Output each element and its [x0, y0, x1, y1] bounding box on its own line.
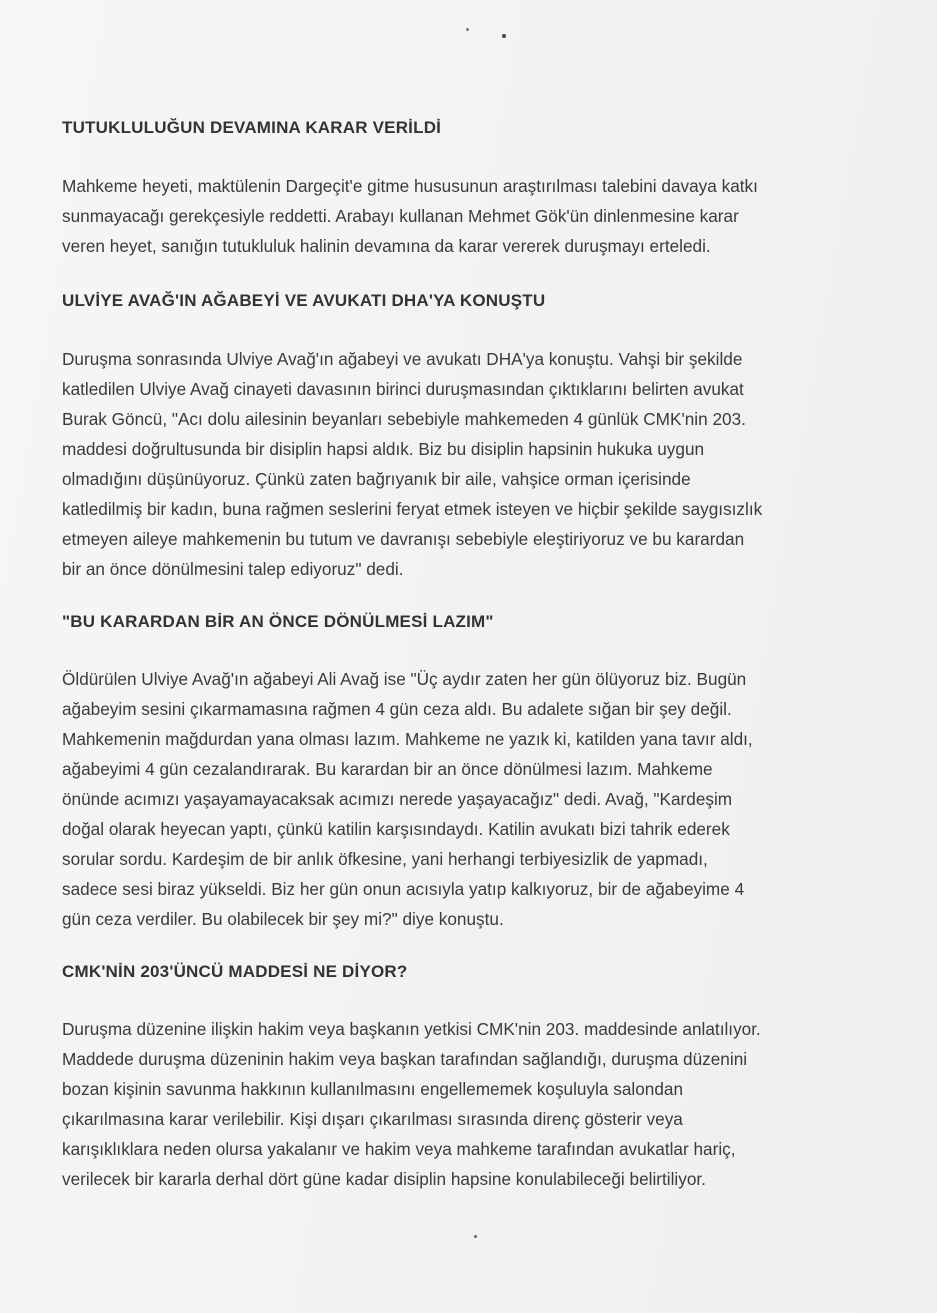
text-line: katledilmiş bir kadın, buna rağmen seslerini feryat etmek isteyen ve hiçbir şekilde saygısızlık — [62, 499, 763, 519]
text-line: Mahkemenin mağdurdan yana olması lazım. Mahkeme ne yazık ki, katilden yana tavır aldı, — [62, 729, 753, 749]
text-line: ağabeyim sesini çıkarmamasına rağmen 4 gün ceza aldı. Bu adalete sığan bir şey değil. — [62, 699, 732, 719]
speck-mark — [474, 1235, 477, 1238]
section-heading: "BU KARARDAN BİR AN ÖNCE DÖNÜLMESİ LAZIM" — [62, 612, 494, 631]
text-line: veren heyet, sanığın tutukluluk halinin devamına da karar vererek duruşmayı erteledi. — [62, 236, 711, 256]
text-line: çıkarılmasına karar verilebilir. Kişi dışarı çıkarılması sırasında direnç gösterir veya — [62, 1109, 683, 1129]
section-cmk-203 — [62, 960, 882, 1194]
text-line: Duruşma sonrasında Ulviye Avağ'ın ağabeyi ve avukatı DHA'ya konuştu. Vahşi bir şekilde — [62, 349, 743, 369]
section-heading: CMK'NİN 203'ÜNCÜ MADDESİ NE DİYOR? — [62, 962, 408, 981]
section-heading: TUTUKLULUĞUN DEVAMINA KARAR VERİLDİ — [62, 118, 442, 137]
section-heading: ULVİYE AVAĞ'IN AĞABEYİ VE AVUKATI DHA'YA KONUŞTU — [62, 291, 546, 310]
text-line: Burak Göncü, "Acı dolu ailesinin beyanları sebebiyle mahkemeden 4 günlük CMK'nin 203. — [62, 409, 746, 429]
text-line: Maddede duruşma düzeninin hakim veya başkan tarafından sağlandığı, duruşma düzenini — [62, 1049, 748, 1069]
text-line: sadece sesi biraz yükseldi. Biz her gün onun acısıyla yatıp kalkıyoruz, bir de ağabeyime 4 — [62, 879, 745, 899]
article-body — [62, 116, 882, 1194]
text-line: bir an önce dönülmesini talep ediyoruz" dedi. — [62, 559, 404, 579]
paragraph — [62, 664, 882, 934]
text-line: maddesi doğrultusunda bir disiplin hapsi aldık. Biz bu disiplin hapsinin hukuka uygun — [62, 439, 705, 459]
speck-mark — [466, 28, 469, 31]
text-line: verilecek bir kararla derhal dört güne kadar disiplin hapsine konulabileceği belirtiliyor. — [62, 1169, 706, 1189]
paragraph — [62, 1014, 882, 1194]
text-line: katledilen Ulviye Avağ cinayeti davasının birinci duruşmasından çıktıklarını belirten avukat — [62, 379, 744, 399]
text-line: sorular sordu. Kardeşim de bir anlık öfkesine, yani herhangi terbiyesizlik de yapmadı, — [62, 849, 708, 869]
text-line: önünde acımızı yaşayamayacaksak acımızı nerede yaşayacağız" dedi. Avağ, "Kardeşim — [62, 789, 733, 809]
text-line: ağabeyimi 4 gün cezalandırarak. Bu karardan bir an önce dönülmesi lazım. Mahkeme — [62, 759, 713, 779]
text-line: olmadığını düşünüyoruz. Çünkü zaten bağrıyanık bir aile, vahşice orman içerisinde — [62, 469, 691, 489]
section-tutukluluk — [62, 116, 882, 261]
speck-mark — [502, 34, 506, 38]
paragraph — [62, 344, 882, 584]
text-line: doğal olarak heyecan yaptı, çünkü katilin karşısındaydı. Katilin avukatı bizi tahrik ederek — [62, 819, 730, 839]
text-line: gün ceza verdiler. Bu olabilecek bir şey mi?" diye konuştu. — [62, 909, 504, 929]
text-line: Öldürülen Ulviye Avağ'ın ağabeyi Ali Avağ ise "Üç aydır zaten her gün ölüyoruz biz. Bugün — [62, 669, 747, 689]
text-line: etmeyen aileye mahkemenin bu tutum ve davranışı sebebiyle eleştiriyoruz ve bu karardan — [62, 529, 745, 549]
text-line: bozan kişinin savunma hakkının kullanılmasını engellememek koşuluyla salondan — [62, 1079, 684, 1099]
section-aga-avukat — [62, 289, 882, 584]
text-line: karışıklıklara neden olursa yakalanır ve hakim veya mahkeme tarafından avukatlar hariç, — [62, 1139, 736, 1159]
text-line: Mahkeme heyeti, maktülenin Dargeçit'e gitme hususunun araştırılması talebini davaya katkı — [62, 176, 758, 196]
section-karar-donulmesi — [62, 610, 882, 934]
text-line: sunmayacağı gerekçesiyle reddetti. Arabayı kullanan Mehmet Gök'ün dinlenmesine karar — [62, 206, 739, 226]
text-line: Duruşma düzenine ilişkin hakim veya başkanın yetkisi CMK'nin 203. maddesinde anlatılıyor. — [62, 1019, 761, 1039]
paragraph — [62, 171, 882, 261]
